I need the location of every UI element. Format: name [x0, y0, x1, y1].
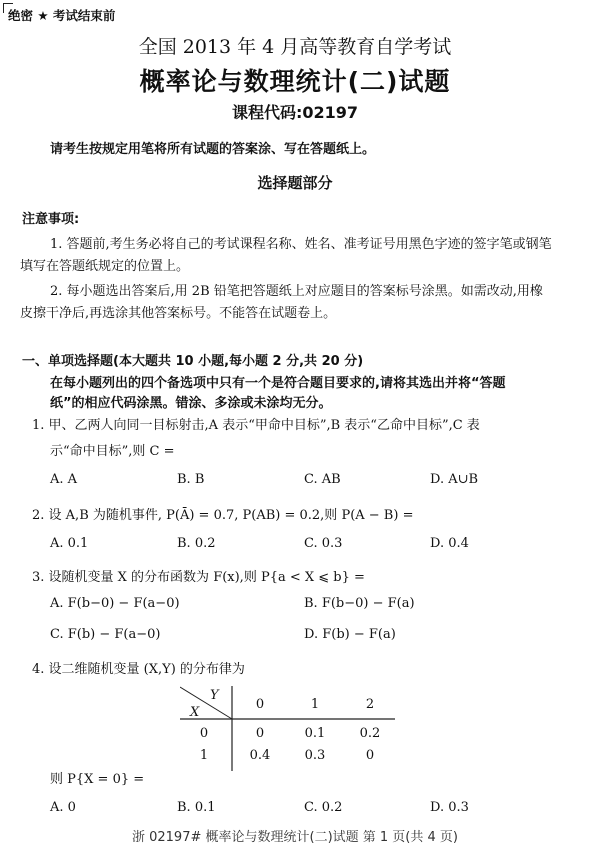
q3-option-d: D. F(b) − F(a): [304, 627, 396, 642]
note-1-line-1: 1. 答题前,考生务必将自己的考试课程名称、姓名、准考证号用黑色字迹的签字笔或钢笔: [50, 237, 552, 252]
q3-option-a: A. F(b−0) − F(a−0): [50, 596, 180, 611]
table-cell: 0.1: [304, 726, 326, 741]
q4-option-d: D. 0.3: [430, 800, 469, 815]
question-4-after: 则 P{X = 0} =: [50, 772, 145, 787]
question-2-line-1: 2. 设 A,B 为随机事件, P(Ā) = 0.7, P(AB) = 0.2,则 P(A − B) =: [32, 508, 414, 523]
notes-heading: 注意事项:: [22, 212, 80, 227]
q2-option-b: B. 0.2: [177, 536, 216, 551]
q1-option-b: B. B: [177, 472, 205, 487]
table-col-header: 2: [365, 697, 375, 712]
question-3-line-1: 3. 设随机变量 X 的分布函数为 F(x),则 P{a < X ⩽ b} =: [32, 570, 365, 585]
table-cell: 0.2: [359, 726, 381, 741]
note-2-line-1: 2. 每小题选出答案后,用 2B 铅笔把答题纸上对应题目的答案标号涂黑。如需改动,用橡: [50, 284, 543, 299]
table-cell: 0.4: [249, 748, 271, 763]
table-row-header: 1: [199, 748, 209, 763]
table-cell: 0: [255, 726, 265, 741]
instruction-text: 请考生按规定用笔将所有试题的答案涂、写在答题纸上。: [50, 142, 376, 157]
part1-desc-line-1: 在每小题列出的四个备选项中只有一个是符合题目要求的,请将其选出并将“答题: [50, 376, 506, 391]
q4-option-b: B. 0.1: [177, 800, 216, 815]
q1-option-a: A. A: [50, 472, 78, 487]
q3-option-c: C. F(b) − F(a−0): [50, 627, 161, 642]
table-row-header: 0: [199, 726, 209, 741]
question-1-line-2: 示“命中目标”,则 C =: [50, 444, 175, 459]
q1-option-c: C. AB: [304, 472, 341, 487]
section-title: 选择题部分: [257, 174, 333, 192]
question-4-line-1: 4. 设二维随机变量 (X,Y) 的分布律为: [32, 662, 245, 677]
table-diagonal: [180, 687, 232, 719]
question-1-line-1: 1. 甲、乙两人向同一目标射击,A 表示“甲命中目标”,B 表示“乙命中目标”,C 表: [32, 418, 480, 433]
confidential-label: 绝密 ★ 考试结束前: [8, 8, 116, 23]
note-1-line-2: 填写在答题纸规定的位置上。: [20, 259, 190, 274]
q2-option-c: C. 0.3: [304, 536, 343, 551]
table-col-header: 0: [255, 697, 265, 712]
course-code: 课程代码:02197: [231, 103, 359, 122]
q1-option-d: D. A∪B: [430, 472, 479, 487]
q4-option-c: C. 0.2: [304, 800, 343, 815]
table-cell: 0.3: [304, 748, 326, 763]
q2-option-d: D. 0.4: [430, 536, 469, 551]
table-cell: 0: [365, 748, 375, 763]
q2-option-a: A. 0.1: [50, 536, 89, 551]
part1-heading: 一、单项选择题(本大题共 10 小题,每小题 2 分,共 20 分): [22, 354, 364, 369]
note-2-line-2: 皮擦干净后,再选涂其他答案标号。不能答在试题卷上。: [20, 306, 337, 321]
paper-title: 概率论与数理统计(二)试题: [139, 67, 451, 96]
table-corner-y: Y: [210, 688, 219, 703]
table-col-header: 1: [310, 697, 320, 712]
q3-option-b: B. F(b−0) − F(a): [304, 596, 415, 611]
table-corner-x: X: [190, 705, 200, 720]
q4-option-a: A. 0: [50, 800, 76, 815]
part1-desc-line-2: 纸”的相应代码涂黑。错涂、多涂或未涂均无分。: [50, 396, 332, 411]
page-footer: 浙 02197# 概率论与数理统计(二)试题 第 1 页(共 4 页): [131, 830, 458, 845]
exam-title: 全国 2013 年 4 月高等教育自学考试: [138, 36, 452, 58]
